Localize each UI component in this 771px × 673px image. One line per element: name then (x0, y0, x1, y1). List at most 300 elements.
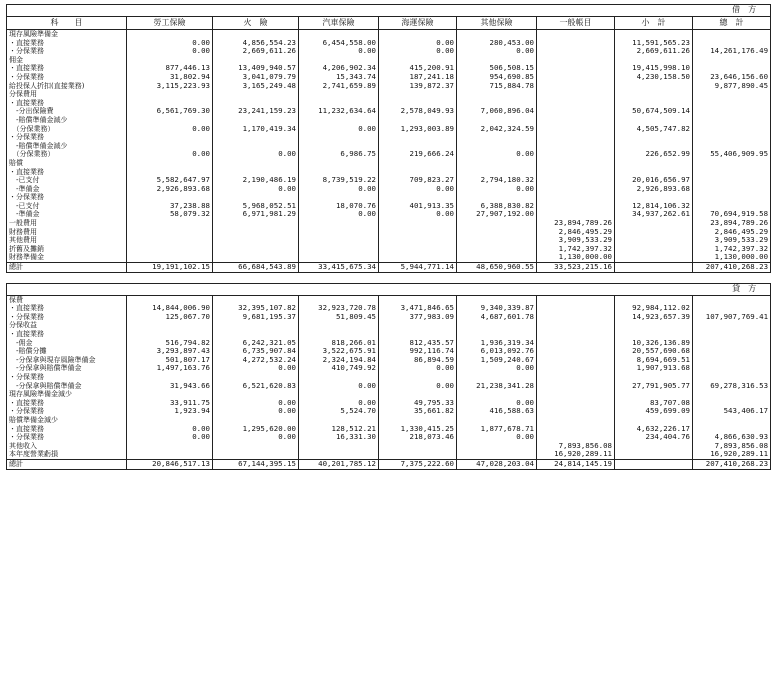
amount-cell: 15,343.74 (299, 73, 379, 82)
amount-cell (457, 159, 537, 168)
amount-cell (213, 236, 299, 245)
row-label: ・分保業務 (7, 373, 127, 382)
total-cell: 19,191,102.15 (127, 263, 213, 273)
amount-cell (693, 390, 771, 399)
amount-cell (693, 416, 771, 425)
amount-cell: 0.00 (213, 185, 299, 194)
amount-cell (537, 107, 615, 116)
column-header: 火 險 (213, 17, 299, 30)
row-label: ・分保業務 (7, 433, 127, 442)
row-label: 分保收益 (7, 321, 127, 330)
amount-cell (537, 364, 615, 373)
amount-cell: 0.00 (213, 364, 299, 373)
amount-cell: 3,909,533.29 (537, 236, 615, 245)
amount-cell (299, 219, 379, 228)
amount-cell: 226,652.99 (615, 150, 693, 159)
amount-cell: 501,807.17 (127, 356, 213, 365)
amount-cell (537, 159, 615, 168)
amount-cell (213, 133, 299, 142)
total-cell: 47,028,203.04 (457, 459, 537, 469)
row-label: 保費 (7, 295, 127, 304)
amount-cell (693, 364, 771, 373)
amount-cell (537, 399, 615, 408)
amount-cell: 51,809.45 (299, 313, 379, 322)
amount-cell: 0.00 (213, 150, 299, 159)
amount-cell (537, 373, 615, 382)
amount-cell (127, 321, 213, 330)
amount-cell (127, 219, 213, 228)
total-cell: 20,846,517.13 (127, 459, 213, 469)
amount-cell (693, 356, 771, 365)
amount-cell: 2,794,180.32 (457, 176, 537, 185)
amount-cell: 0.00 (457, 399, 537, 408)
amount-cell: 18,070.76 (299, 202, 379, 211)
amount-cell (537, 295, 615, 304)
amount-cell (537, 390, 615, 399)
amount-cell: 21,238,341.28 (457, 382, 537, 391)
amount-cell: 0.00 (299, 47, 379, 56)
amount-cell: 0.00 (457, 47, 537, 56)
amount-cell: 1,170,419.34 (213, 125, 299, 134)
amount-cell (457, 321, 537, 330)
amount-cell (693, 168, 771, 177)
amount-cell (127, 442, 213, 451)
row-label: 現存風險準備金 (7, 30, 127, 39)
amount-cell: 4,272,532.24 (213, 356, 299, 365)
amount-cell (537, 185, 615, 194)
amount-cell: 0.00 (379, 47, 457, 56)
amount-cell: 2,741,659.89 (299, 82, 379, 91)
amount-cell: 4,505,747.82 (615, 125, 693, 134)
amount-cell (127, 133, 213, 142)
amount-cell: 0.00 (127, 433, 213, 442)
amount-cell (127, 245, 213, 254)
amount-cell (537, 347, 615, 356)
total-row (7, 459, 771, 469)
debit-side-label: 借 方 (7, 5, 771, 17)
amount-cell: 0.00 (379, 39, 457, 48)
amount-cell (615, 219, 693, 228)
amount-cell: 6,242,321.05 (213, 339, 299, 348)
amount-cell (615, 90, 693, 99)
amount-cell: 1,907,913.68 (615, 364, 693, 373)
amount-cell: 1,130,000.00 (693, 253, 771, 262)
header-row (7, 5, 771, 17)
amount-cell: 13,409,940.57 (213, 64, 299, 73)
amount-cell (379, 442, 457, 451)
debit-table (6, 4, 771, 273)
amount-cell: 6,454,558.00 (299, 39, 379, 48)
amount-cell (299, 90, 379, 99)
amount-cell: 0.00 (299, 210, 379, 219)
amount-cell: 1,923.94 (127, 407, 213, 416)
amount-cell: 139,872.37 (379, 82, 457, 91)
amount-cell (537, 142, 615, 151)
amount-cell (213, 228, 299, 237)
amount-cell: 31,802.94 (127, 73, 213, 82)
amount-cell: 0.00 (299, 185, 379, 194)
total-cell: 33,523,215.16 (537, 263, 615, 273)
amount-cell: 6,735,907.84 (213, 347, 299, 356)
row-label: -分保拿與現存風險準備金 (7, 356, 127, 365)
amount-cell: 14,923,657.39 (615, 313, 693, 322)
amount-cell: 0.00 (127, 125, 213, 134)
row-label: -分出保險費 (7, 107, 127, 116)
amount-cell: 12,814,106.32 (615, 202, 693, 211)
amount-cell: 459,699.09 (615, 407, 693, 416)
total-label: 總計 (7, 263, 127, 273)
row-label: ・直接業務 (7, 304, 127, 313)
amount-cell: 0.00 (127, 47, 213, 56)
amount-cell: 1,877,678.71 (457, 425, 537, 434)
amount-cell: 5,968,052.51 (213, 202, 299, 211)
column-header: 總 計 (693, 17, 771, 30)
total-cell: 48,650,960.55 (457, 263, 537, 273)
amount-cell (693, 116, 771, 125)
row-label: 財務費用 (7, 228, 127, 237)
row-label: 折舊及攤銷 (7, 245, 127, 254)
amount-cell (693, 185, 771, 194)
amount-cell: 401,913.35 (379, 202, 457, 211)
amount-cell: 20,016,656.97 (615, 176, 693, 185)
row-label: ・分保業務 (7, 133, 127, 142)
amount-cell (299, 321, 379, 330)
amount-cell (379, 219, 457, 228)
amount-cell: 3,522,675.91 (299, 347, 379, 356)
amount-cell: 812,435.57 (379, 339, 457, 348)
amount-cell: 8,694,669.51 (615, 356, 693, 365)
amount-cell: 3,293,897.43 (127, 347, 213, 356)
amount-cell (693, 330, 771, 339)
amount-cell (127, 90, 213, 99)
total-cell: 67,144,395.15 (213, 459, 299, 469)
debit-body (7, 30, 771, 273)
column-header: 海運保險 (379, 17, 457, 30)
amount-cell (537, 176, 615, 185)
amount-cell: 9,681,195.37 (213, 313, 299, 322)
table-row (7, 185, 771, 194)
amount-cell: 35,661.82 (379, 407, 457, 416)
row-label: 財務準備金 (7, 253, 127, 262)
amount-cell (615, 82, 693, 91)
amount-cell: 1,742,397.32 (537, 245, 615, 254)
total-cell: 40,201,785.12 (299, 459, 379, 469)
credit-side-label: 貸 方 (7, 283, 771, 295)
amount-cell: 5,524.70 (299, 407, 379, 416)
amount-cell: 0.00 (299, 382, 379, 391)
row-label: 分保費用 (7, 90, 127, 99)
amount-cell (379, 90, 457, 99)
amount-cell: 1,742,397.32 (693, 245, 771, 254)
amount-cell (457, 442, 537, 451)
row-label: ・直接業務 (7, 64, 127, 73)
row-label: -已支付 (7, 202, 127, 211)
amount-cell: 0.00 (379, 364, 457, 373)
table-row (7, 313, 771, 322)
amount-cell: 33,911.75 (127, 399, 213, 408)
amount-cell: 92,984,112.02 (615, 304, 693, 313)
amount-cell: 715,884.78 (457, 82, 537, 91)
amount-cell: 3,041,079.79 (213, 73, 299, 82)
amount-cell: 14,844,006.90 (127, 304, 213, 313)
table-row (7, 219, 771, 228)
total-cell: 207,410,268.23 (693, 263, 771, 273)
amount-cell: 7,893,856.08 (693, 442, 771, 451)
amount-cell (693, 176, 771, 185)
amount-cell (537, 99, 615, 108)
table-row (7, 442, 771, 451)
amount-cell (615, 133, 693, 142)
amount-cell: 6,013,092.76 (457, 347, 537, 356)
amount-cell (693, 133, 771, 142)
amount-cell: 219,666.24 (379, 150, 457, 159)
column-header: 小 計 (615, 17, 693, 30)
amount-cell: 16,331.30 (299, 433, 379, 442)
table-row (7, 90, 771, 99)
amount-cell (537, 416, 615, 425)
credit-body (7, 295, 771, 469)
amount-cell (537, 313, 615, 322)
total-cell: 24,814,145.19 (537, 459, 615, 469)
amount-cell: 234,404.76 (615, 433, 693, 442)
amount-cell (693, 125, 771, 134)
row-label: -賠償分攤 (7, 347, 127, 356)
row-label: ・直接業務 (7, 168, 127, 177)
amount-cell (127, 228, 213, 237)
amount-cell (615, 321, 693, 330)
amount-cell (615, 159, 693, 168)
amount-cell: 50,674,509.14 (615, 107, 693, 116)
amount-cell (537, 339, 615, 348)
row-label: -準備金 (7, 185, 127, 194)
amount-cell: 1,509,240.67 (457, 356, 537, 365)
amount-cell (537, 407, 615, 416)
row-label: （分保業務） (7, 150, 127, 159)
table-row (7, 210, 771, 219)
row-label: 其他收入 (7, 442, 127, 451)
amount-cell (615, 236, 693, 245)
amount-cell (537, 382, 615, 391)
amount-cell: 543,406.17 (693, 407, 771, 416)
amount-cell: 23,646,156.60 (693, 73, 771, 82)
row-label: -賠償準備金減少 (7, 116, 127, 125)
amount-cell: 1,330,415.25 (379, 425, 457, 434)
table-row (7, 253, 771, 262)
amount-cell: 3,471,846.65 (379, 304, 457, 313)
amount-cell (537, 304, 615, 313)
amount-cell (213, 321, 299, 330)
amount-cell (457, 90, 537, 99)
amount-cell: 7,893,856.08 (537, 442, 615, 451)
amount-cell: 1,497,163.76 (127, 364, 213, 373)
amount-cell (693, 107, 771, 116)
amount-cell: 6,971,981.29 (213, 210, 299, 219)
amount-cell (379, 159, 457, 168)
amount-cell (299, 245, 379, 254)
total-cell: 7,375,222.60 (379, 459, 457, 469)
amount-cell: 0.00 (127, 39, 213, 48)
amount-cell: 1,130,000.00 (537, 253, 615, 262)
row-label: 一般費用 (7, 219, 127, 228)
amount-cell (693, 321, 771, 330)
table-row (7, 133, 771, 142)
amount-cell: 218,073.46 (379, 433, 457, 442)
amount-cell: 128,512.21 (299, 425, 379, 434)
amount-cell: 6,521,620.83 (213, 382, 299, 391)
table-row (7, 364, 771, 373)
column-header: 一般帳目 (537, 17, 615, 30)
amount-cell (213, 90, 299, 99)
amount-cell (379, 245, 457, 254)
table-row (7, 450, 771, 459)
amount-cell (299, 159, 379, 168)
amount-cell (299, 228, 379, 237)
amount-cell: 6,561,769.30 (127, 107, 213, 116)
amount-cell (213, 245, 299, 254)
amount-cell: 4,856,554.23 (213, 39, 299, 48)
row-label: -準備金 (7, 210, 127, 219)
row-label: ・直接業務 (7, 39, 127, 48)
row-label: -賠償準備金減少 (7, 142, 127, 151)
amount-cell: 0.00 (379, 382, 457, 391)
total-cell: 66,684,543.89 (213, 263, 299, 273)
amount-cell: 0.00 (457, 364, 537, 373)
amount-cell (213, 442, 299, 451)
total-cell: 33,415,675.34 (299, 263, 379, 273)
amount-cell: 0.00 (457, 150, 537, 159)
amount-cell: 3,909,533.29 (693, 236, 771, 245)
amount-cell (299, 133, 379, 142)
amount-cell (537, 64, 615, 73)
amount-cell: 58,079.32 (127, 210, 213, 219)
amount-cell (379, 133, 457, 142)
row-label: -分保拿與賠償準備金 (7, 364, 127, 373)
amount-cell: 0.00 (127, 150, 213, 159)
amount-cell: 877,446.13 (127, 64, 213, 73)
amount-cell (537, 30, 615, 39)
amount-cell (693, 159, 771, 168)
amount-cell (537, 39, 615, 48)
amount-cell (537, 56, 615, 65)
total-cell: 207,410,268.23 (693, 459, 771, 469)
row-label: 本年度營業虧損 (7, 450, 127, 459)
credit-table (6, 283, 771, 470)
amount-cell: 0.00 (379, 210, 457, 219)
amount-cell: 0.00 (213, 399, 299, 408)
amount-cell: 83,707.08 (615, 399, 693, 408)
amount-cell: 377,983.09 (379, 313, 457, 322)
amount-cell: 0.00 (213, 433, 299, 442)
amount-cell: 187,241.18 (379, 73, 457, 82)
amount-cell (693, 90, 771, 99)
amount-cell (537, 193, 615, 202)
amount-cell: 4,206,902.34 (299, 64, 379, 73)
amount-cell: 49,795.33 (379, 399, 457, 408)
column-header: 其他保險 (457, 17, 537, 30)
amount-cell: 2,669,611.26 (615, 47, 693, 56)
amount-cell: 37,238.88 (127, 202, 213, 211)
column-header: 汽車保險 (299, 17, 379, 30)
amount-cell (537, 202, 615, 211)
amount-cell: 0.00 (457, 433, 537, 442)
amount-cell: 2,846,495.29 (537, 228, 615, 237)
amount-cell (693, 347, 771, 356)
row-label: ・分保業務 (7, 47, 127, 56)
amount-cell (457, 228, 537, 237)
amount-cell: 32,923,720.78 (299, 304, 379, 313)
amount-cell: 415,200.91 (379, 64, 457, 73)
row-label: （分保業務） (7, 125, 127, 134)
amount-cell (537, 73, 615, 82)
amount-cell: 1,936,319.34 (457, 339, 537, 348)
amount-cell: 6,986.75 (299, 150, 379, 159)
amount-cell (379, 228, 457, 237)
amount-cell (299, 236, 379, 245)
amount-cell (537, 116, 615, 125)
row-label: 其他費用 (7, 236, 127, 245)
amount-cell (537, 168, 615, 177)
amount-cell: 709,823.27 (379, 176, 457, 185)
amount-cell: 4,866,630.93 (693, 433, 771, 442)
amount-cell: 1,295,620.00 (213, 425, 299, 434)
row-label: 賠償 (7, 159, 127, 168)
amount-cell: 2,669,611.26 (213, 47, 299, 56)
row-label: -已支付 (7, 176, 127, 185)
row-label: -分保拿與賠償準備金 (7, 382, 127, 391)
amount-cell (693, 30, 771, 39)
amount-cell: 280,453.00 (457, 39, 537, 48)
row-label: ・直接業務 (7, 99, 127, 108)
amount-cell: 86,894.59 (379, 356, 457, 365)
table-row (7, 433, 771, 442)
amount-cell: 410,749.92 (299, 364, 379, 373)
row-label: ・分保業務 (7, 73, 127, 82)
amount-cell: 125,067.70 (127, 313, 213, 322)
amount-cell (457, 219, 537, 228)
table-row (7, 159, 771, 168)
row-label: -佣金 (7, 339, 127, 348)
amount-cell: 7,060,896.04 (457, 107, 537, 116)
row-label: ・分保業務 (7, 407, 127, 416)
amount-cell: 31,943.66 (127, 382, 213, 391)
amount-cell: 11,232,634.64 (299, 107, 379, 116)
total-label: 總計 (7, 459, 127, 469)
table-row (7, 321, 771, 330)
amount-cell (693, 339, 771, 348)
amount-cell: 69,278,316.53 (693, 382, 771, 391)
amount-cell: 9,877,890.45 (693, 82, 771, 91)
amount-cell (693, 56, 771, 65)
amount-cell: 2,190,486.19 (213, 176, 299, 185)
amount-cell (693, 99, 771, 108)
table-row (7, 107, 771, 116)
amount-cell (693, 193, 771, 202)
amount-cell: 0.00 (127, 425, 213, 434)
amount-cell: 0.00 (379, 185, 457, 194)
amount-cell: 954,690.85 (457, 73, 537, 82)
amount-cell: 14,261,176.49 (693, 47, 771, 56)
amount-cell (537, 82, 615, 91)
amount-cell: 10,326,136.89 (615, 339, 693, 348)
amount-cell (457, 236, 537, 245)
row-label: ・直接業務 (7, 330, 127, 339)
column-header: 勞工保險 (127, 17, 213, 30)
table-row (7, 407, 771, 416)
amount-cell: 516,794.82 (127, 339, 213, 348)
amount-cell: 6,388,830.82 (457, 202, 537, 211)
amount-cell: 19,415,998.10 (615, 64, 693, 73)
amount-cell: 5,582,647.97 (127, 176, 213, 185)
